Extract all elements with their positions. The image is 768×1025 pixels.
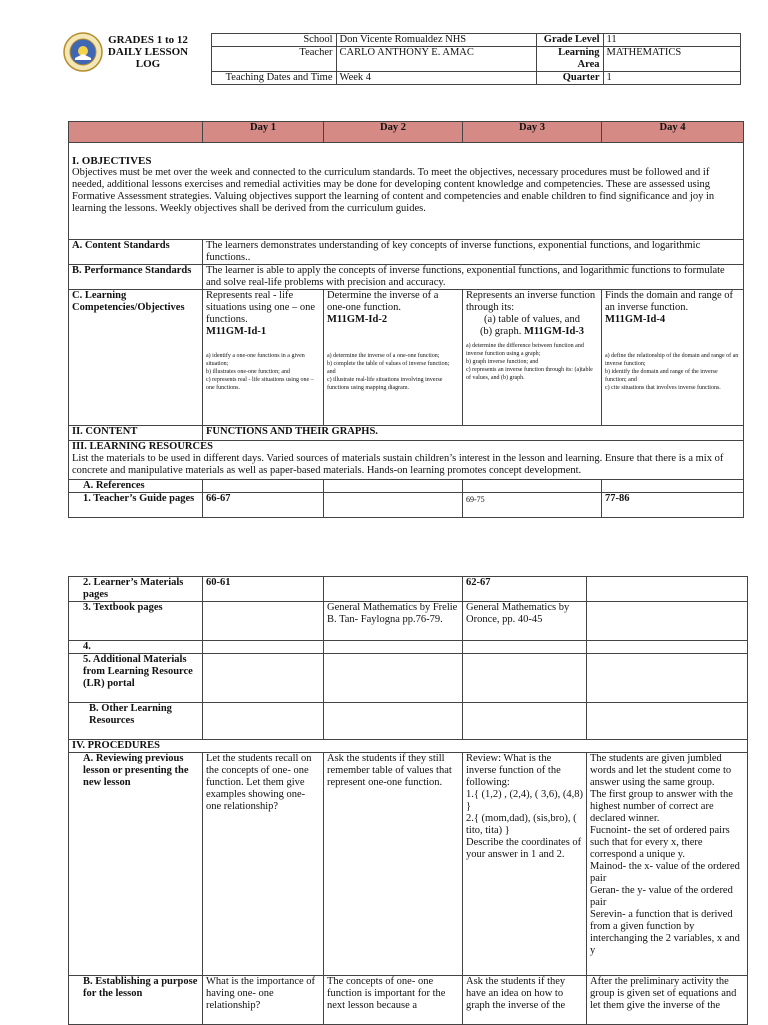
teacher-value: CARLO ANTHONY E. AMAC — [336, 47, 536, 72]
title-line-2: DAILY LESSON — [107, 46, 189, 58]
competency-d3-code: M11GM-Id-3 — [523, 326, 585, 337]
procedures-label: IV. PROCEDURES — [69, 740, 748, 753]
competencies-label: C. Learning Competencies/Objectives — [69, 290, 203, 426]
title-cell — [68, 34, 211, 85]
header-blank — [69, 122, 203, 143]
competency-d3-details: a) determine the difference between function and inverse function using a graph; b) graph inverse function; and c) represents an inverse function through its: (a)table of values, and (b) graph. — [466, 343, 593, 381]
proc-b-day-3: Ask the students if they have an idea on how to graph the inverse of the — [463, 976, 587, 1025]
objectives-text: Objectives must be met over the week and connected to the curriculum standards. To meet the objectives, necessary procedures must be followed and if needed, additional lessons exercises and remedial activities may be done for developing content knowledge and competencies. These are assessed using Formative Assessment strategies. Valuing objectives support the learning of content and competencies and enable children to find significance and joy in learning the lessons. Weekly objectives shall be derived from the curriculum guides. — [72, 167, 715, 214]
references-label: A. References — [69, 480, 203, 493]
day-4-header: Day 4 — [602, 122, 744, 143]
teachers-guide-row — [69, 493, 744, 518]
objectives-heading: I. OBJECTIVES — [72, 155, 152, 167]
proc-b-day-2: The concepts of one- one function is important for the next lesson because a — [324, 976, 463, 1025]
competency-d3-a: (a) table of values, and — [484, 314, 580, 325]
proc-a-day-2: Ask the students if they still remember table of values that represent one-one function. — [324, 753, 463, 976]
tb-day-4 — [587, 602, 748, 641]
proc-a-row — [69, 753, 748, 976]
competency-day-1 — [203, 290, 324, 426]
title-line-3: LOG — [135, 58, 161, 70]
lesson-log-table-1 — [68, 121, 744, 518]
competency-day-2 — [324, 290, 463, 426]
proc-a-label: A. Reviewing previous lesson or presenting the new lesson — [69, 753, 203, 976]
proc-b-day-1: What is the importance of having one- one relationship? — [203, 976, 324, 1025]
proc-b-day-4: After the preliminary activity the group is given set of equations and let them give the inverse of the — [587, 976, 748, 1025]
teacher-label: Teacher — [211, 47, 336, 72]
dates-label: Teaching Dates and Time — [211, 72, 336, 85]
proc-b-row — [69, 976, 748, 1025]
content-standards-row — [69, 240, 744, 265]
proc-a-day-3: Review: What is the inverse function of the following: 1.{ (1,2) , (2,4), ( 3,6), (4,8) } 2.{ (mom,dad), (sis,bro), ( tito, tita) } Describe the coordinates of your answer in 1 and 2. — [463, 753, 587, 976]
competency-d4-code: M11GM-Id-4 — [605, 314, 666, 325]
content-label: II. CONTENT — [69, 426, 203, 441]
competency-d2-main: Determine the inverse of a one-one function. — [327, 290, 439, 313]
competency-d3-b-row — [466, 326, 598, 338]
procedures-row — [69, 740, 748, 753]
learning-resources-text: List the materials to be used in different days. Varied sources of materials sustain children’s interest in the lesson and learning. Ensure that there is a mix of concrete and manipulative materials as well as paper-based materials. Hands-on learning promotes concept development. — [72, 453, 724, 476]
learning-area-label: Learning Area — [536, 47, 603, 72]
school-label: School — [211, 34, 336, 47]
lm-day-2 — [324, 577, 463, 602]
competency-d1-details: a) identify a one-one functions in a given situation; b) illustrates one-one function; and c) represents real - life situations using one – one functions. — [206, 353, 314, 391]
competency-d4-details: a) define the relationship of the domain and range of an inverse function; b) identify the domain and range of the inverse function; and c) cite situations that involves inverse functions. — [605, 353, 739, 391]
content-standards-text: The learners demonstrates understanding of key concepts of inverse functions, exponential functions, and logarithmic functions.. — [203, 240, 744, 265]
tg-day-4: 77-86 — [602, 493, 744, 518]
learners-materials-label: 2. Learner’s Materials pages — [69, 577, 203, 602]
other-resources-row — [69, 703, 748, 740]
lesson-log-table-2 — [68, 576, 748, 1025]
tg-day-2 — [324, 493, 463, 518]
day-1-header: Day 1 — [203, 122, 324, 143]
teachers-guide-label: 1. Teacher’s Guide pages — [69, 493, 203, 518]
quarter-label: Quarter — [536, 72, 603, 85]
competency-d2-code: M11GM-Id-2 — [327, 314, 388, 325]
tg-day-1: 66-67 — [203, 493, 324, 518]
proc-a-day-1: Let the students recall on the concepts of one- one function. Let them give examples showing one-one relationship? — [203, 753, 324, 976]
textbook-row — [69, 602, 748, 641]
performance-standards-row — [69, 265, 744, 290]
tb-day-3: General Mathematics by Oronce, pp. 40-45 — [463, 602, 587, 641]
grade-level-label: Grade Level — [536, 34, 603, 47]
content-text: FUNCTIONS AND THEIR GRAPHS. — [203, 426, 744, 441]
row-4 — [69, 641, 748, 654]
competency-day-3 — [463, 290, 602, 426]
header-info-table — [68, 33, 741, 85]
competency-d2-details: a) determine the inverse of a one-one function; b) complete the table of values of inverse function; and c) illustrate real-life situations involving inverse functions using mapping diagram. — [327, 353, 450, 391]
content-row — [69, 426, 744, 441]
proc-b-label: B. Establishing a purpose for the lesson — [69, 976, 203, 1025]
lr-portal-row — [69, 654, 748, 703]
performance-standards-label: B. Performance Standards — [69, 265, 203, 290]
lr-portal-label: 5. Additional Materials from Learning Resource (LR) portal — [69, 654, 203, 703]
competency-d3-b: (b) graph. — [479, 326, 522, 337]
competency-day-4 — [602, 290, 744, 426]
competency-d4-main: Finds the domain and range of an inverse function. — [605, 290, 734, 313]
quarter-value: 1 — [603, 72, 740, 85]
school-value: Don Vicente Romualdez NHS — [336, 34, 536, 47]
grade-level-value: 11 — [603, 34, 740, 47]
lm-day-3: 62-67 — [463, 577, 587, 602]
content-standards-label: A. Content Standards — [69, 240, 203, 265]
tb-day-2: General Mathematics by Frelie B. Tan- Faylogna pp.76-79. — [324, 602, 463, 641]
dates-value: Week 4 — [336, 72, 536, 85]
learning-resources-heading: III. LEARNING RESOURCES — [72, 441, 213, 452]
tb-day-1 — [203, 602, 324, 641]
day-3-header: Day 3 — [463, 122, 602, 143]
textbook-label: 3. Textbook pages — [69, 602, 203, 641]
competency-d1-code: M11GM-Id-1 — [206, 326, 267, 337]
lm-day-4 — [587, 577, 748, 602]
performance-standards-text: The learner is able to apply the concepts of inverse functions, exponential functions, and logarithmic functions to formulate and solve real-life problems with precision and accuracy. — [203, 265, 744, 290]
competency-d1-main: Represents real - life situations using one – one functions. — [206, 290, 316, 325]
title-line-1: GRADES 1 to 12 — [108, 34, 188, 46]
proc-a-day-4: The students are given jumbled words and let the student come to answer using the same group. The first group to answer with the highest number of correct are declared winner. Fucnoint- the set of ordered pairs such that for every x, there correspond a unique y. Mainod- the x- value of the ordered pair Geran- the y- value of the ordered pair Serevin- a function that is derived from a given function by interchanging the 2 variables, x and y — [587, 753, 748, 976]
references-row — [69, 480, 744, 493]
other-resources-label: B. Other Learning Resources — [69, 703, 203, 740]
tg-day-3: 69-75 — [463, 493, 602, 518]
days-header-row — [69, 122, 744, 143]
learners-materials-row — [69, 577, 748, 602]
learning-area-value: MATHEMATICS — [603, 47, 740, 72]
competencies-row — [69, 290, 744, 426]
lm-day-1: 60-61 — [203, 577, 324, 602]
day-2-header: Day 2 — [324, 122, 463, 143]
row-4-label: 4. — [69, 641, 203, 654]
learning-resources-row — [69, 441, 744, 480]
competency-d3-main: Represents an inverse function through its: — [466, 290, 596, 313]
objectives-row — [69, 143, 744, 240]
